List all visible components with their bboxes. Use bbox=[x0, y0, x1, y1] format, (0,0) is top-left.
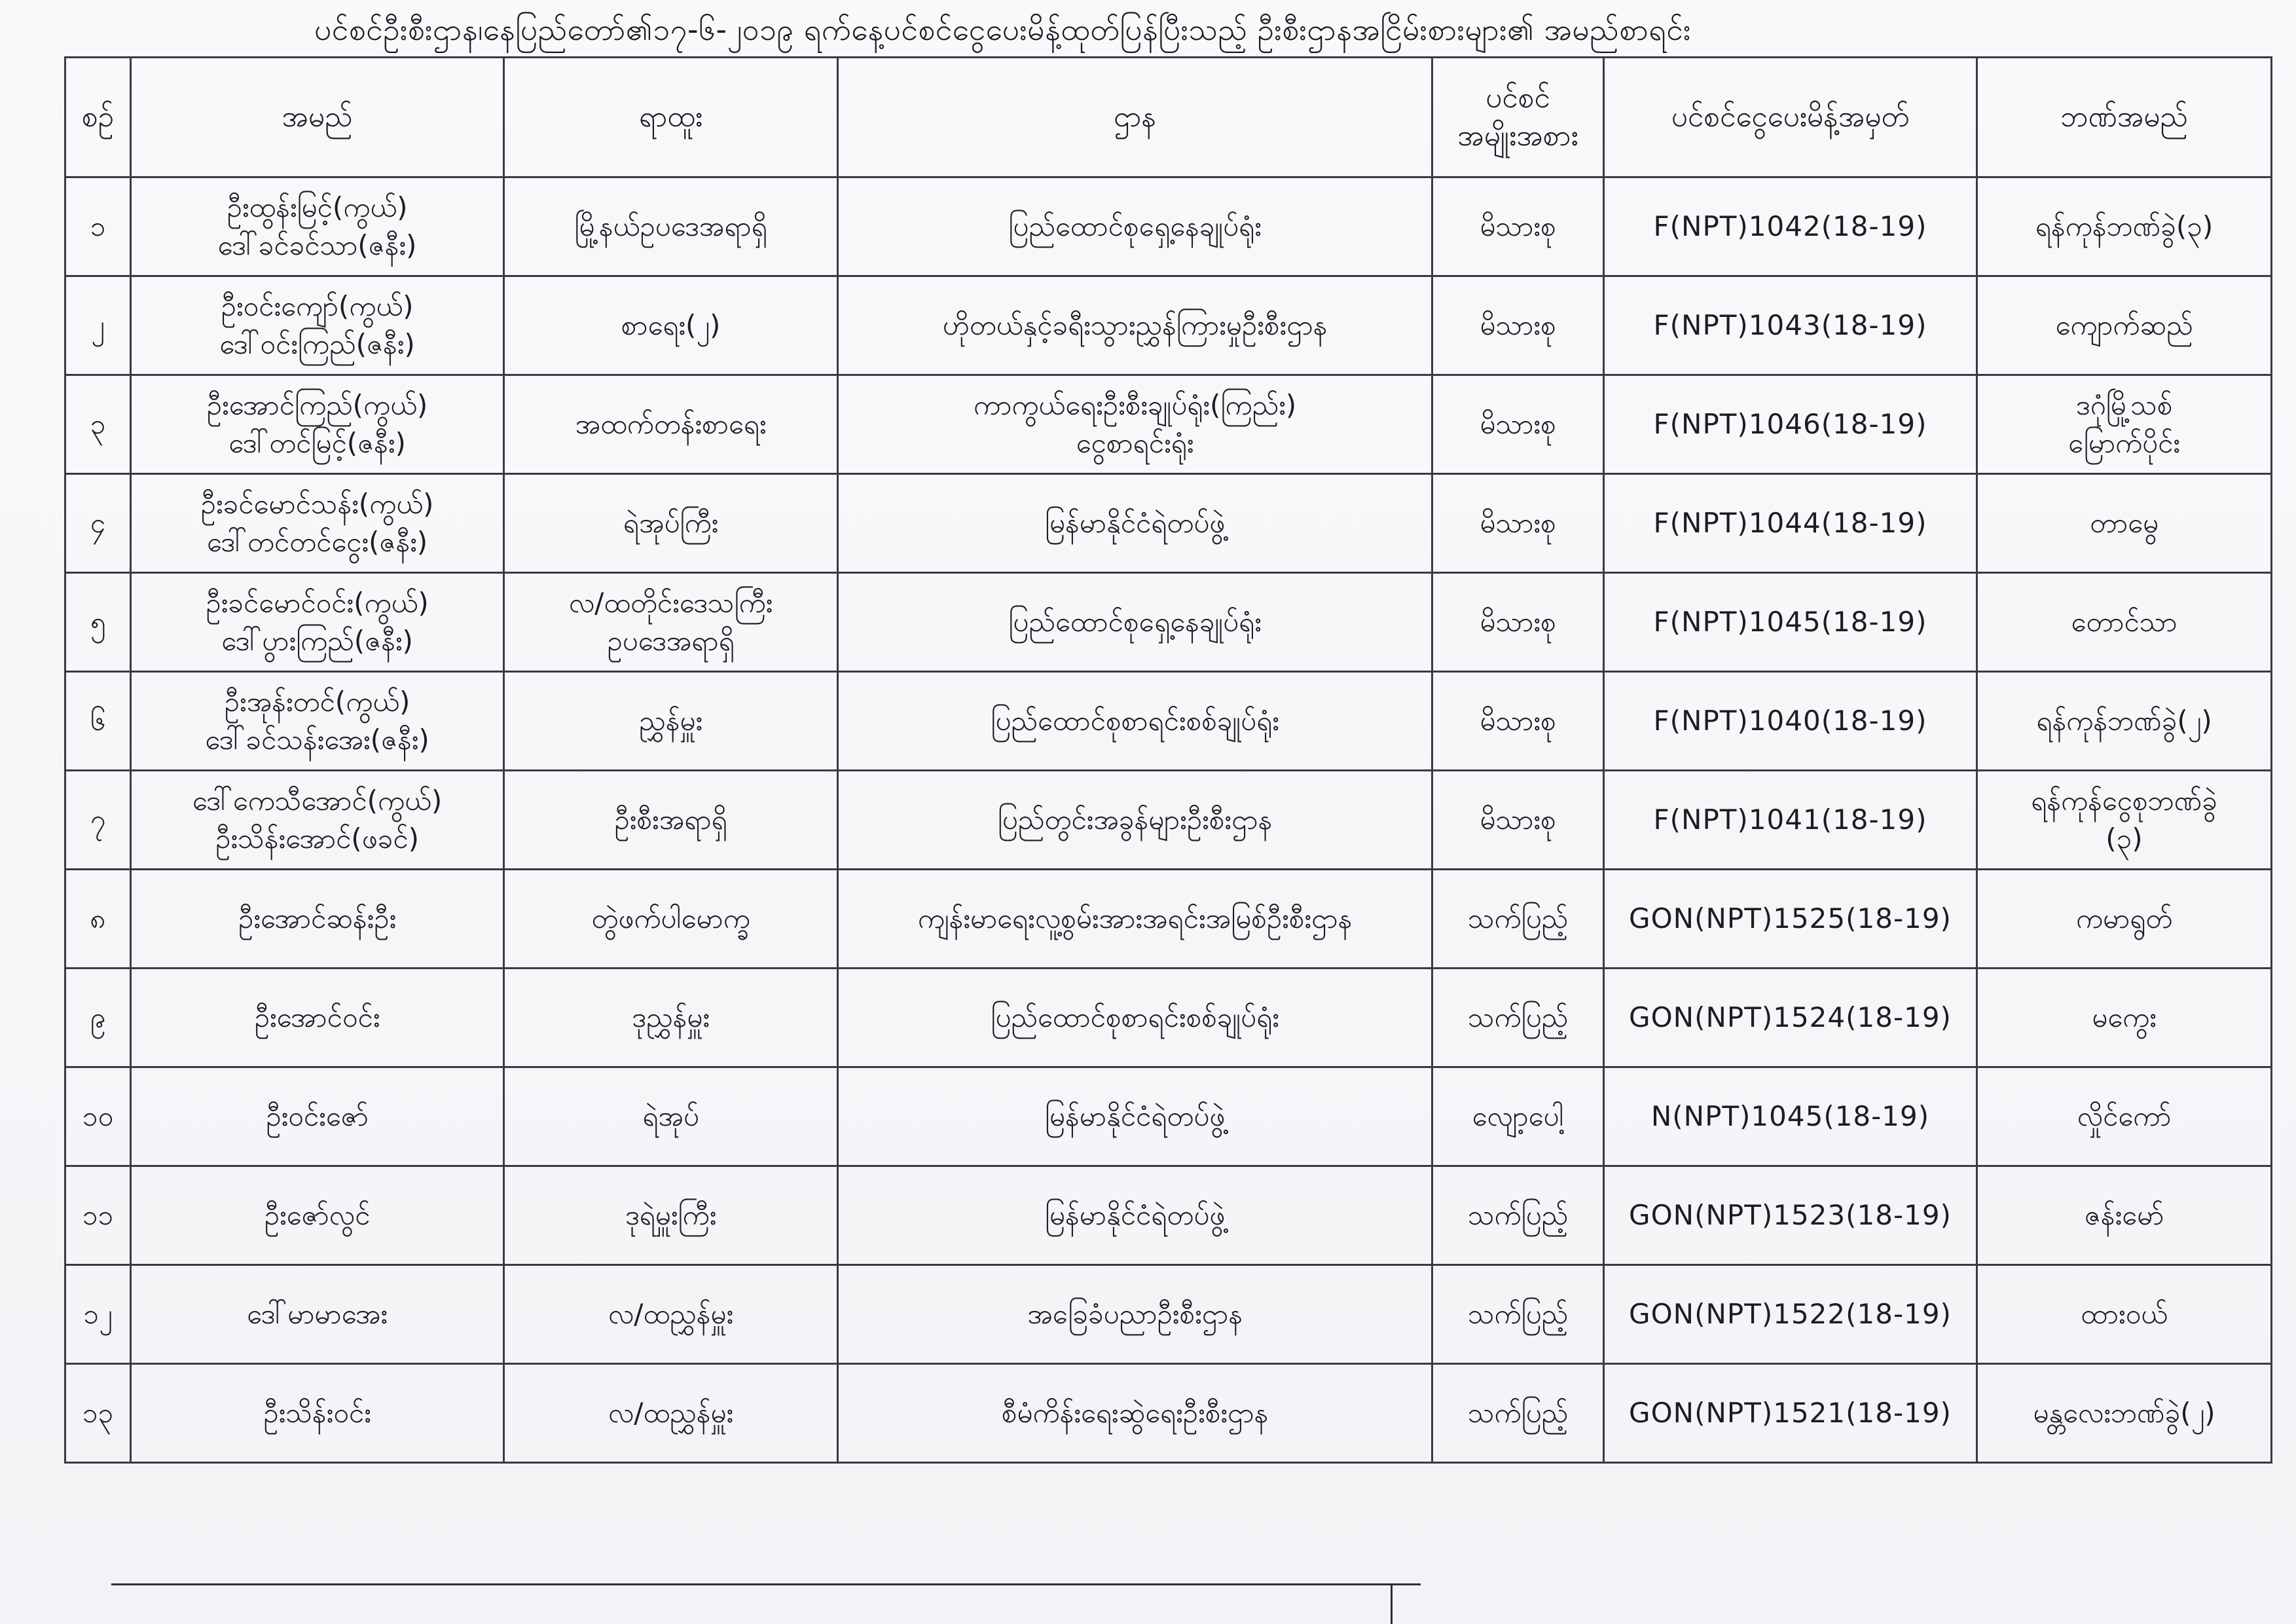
row-number-cell: ၁ bbox=[65, 177, 131, 276]
bank-line: ကမာရွတ် bbox=[2075, 902, 2173, 934]
name-line: ဒေါ်တင်မြင့်(ဇနီး) bbox=[228, 427, 406, 459]
pension-type-cell: မိသားစု bbox=[1432, 177, 1604, 276]
pension-type-cell: လျော့ပေါ့ bbox=[1432, 1067, 1604, 1166]
position-line: လ/ထတိုင်းဒေသကြီး bbox=[568, 587, 773, 619]
bank-cell bbox=[1977, 375, 2272, 474]
name-cell bbox=[131, 573, 504, 672]
bank-line: ဇန်းမော် bbox=[2084, 1199, 2164, 1231]
order-number-cell: F(NPT)1046(18-19) bbox=[1604, 375, 1977, 474]
name-line: ဦးဝင်းဇော် bbox=[266, 1100, 369, 1132]
pension-roster-table bbox=[64, 56, 2272, 1464]
name-line: ဦးသိန်းအောင်(ဖခင်) bbox=[215, 822, 419, 855]
order-number-cell: F(NPT)1043(18-19) bbox=[1604, 276, 1977, 375]
table-row bbox=[65, 1364, 2272, 1463]
header-no: စဉ် bbox=[65, 58, 131, 177]
pension-type-cell: မိသားစု bbox=[1432, 375, 1604, 474]
bank-line: ဒဂုံမြို့သစ် bbox=[2075, 389, 2173, 421]
position-cell bbox=[504, 375, 838, 474]
name-cell bbox=[131, 771, 504, 870]
table-row bbox=[65, 1166, 2272, 1265]
pension-type-cell: သက်ပြည့် bbox=[1432, 1265, 1604, 1364]
position-cell bbox=[504, 1265, 838, 1364]
position-line: ဒုရဲမှူးကြီး bbox=[625, 1199, 717, 1231]
row-number-cell: ၉ bbox=[65, 969, 131, 1067]
position-line: ရဲအုပ်ကြီး bbox=[623, 507, 719, 539]
header-pension-type-line-1: ပင်စင် bbox=[1485, 81, 1550, 115]
table-header-row bbox=[65, 58, 2272, 177]
table-row bbox=[65, 177, 2272, 276]
name-line: ဒေါ်ဝင်းကြည်(ဇနီး) bbox=[219, 328, 415, 360]
header-pension-type bbox=[1432, 58, 1604, 177]
page-bottom-tick bbox=[1391, 1583, 1393, 1624]
pension-type-cell: သက်ပြည့် bbox=[1432, 1166, 1604, 1265]
name-line: ဦးအောင်ကြည်(ကွယ်) bbox=[206, 389, 428, 421]
table-row bbox=[65, 672, 2272, 771]
bank-line: (၃) bbox=[2105, 822, 2143, 855]
bank-cell bbox=[1977, 672, 2272, 771]
name-cell bbox=[131, 474, 504, 573]
name-line: ဒေါ်မာမာအေး bbox=[247, 1298, 388, 1330]
department-cell bbox=[838, 870, 1432, 969]
department-line: ပြည်ထောင်စုရှေ့နေချုပ်ရုံး bbox=[1008, 606, 1262, 638]
page-bottom-rule bbox=[111, 1583, 1421, 1585]
order-number-cell: F(NPT)1041(18-19) bbox=[1604, 771, 1977, 870]
department-cell bbox=[838, 672, 1432, 771]
position-cell bbox=[504, 1364, 838, 1463]
name-line: ဦးအုန်းတင်(ကွယ်) bbox=[224, 686, 410, 718]
name-line: ဒေါ်တင်တင်ငွေး(ဇနီး) bbox=[206, 526, 428, 558]
bank-line: တာမွေ bbox=[2090, 507, 2159, 539]
position-line: ညွှန်မှူး bbox=[638, 705, 702, 737]
bank-line: ထားဝယ် bbox=[2081, 1298, 2168, 1330]
bank-line: ရန်ကုန်ဘဏ်ခွဲ(၃) bbox=[2035, 210, 2214, 242]
bank-line: မကွေး bbox=[2092, 1001, 2157, 1033]
bank-line: လှိုင်ကော် bbox=[2077, 1100, 2172, 1132]
department-line: ပြည်ထောင်စုစာရင်းစစ်ချုပ်ရုံး bbox=[991, 1001, 1279, 1033]
table-row bbox=[65, 771, 2272, 870]
pension-type-cell: မိသားစု bbox=[1432, 672, 1604, 771]
position-line: ရဲအုပ် bbox=[642, 1100, 699, 1132]
table-row bbox=[65, 1067, 2272, 1166]
document-title: ပင်စင်ဦးစီးဌာန၊နေပြည်တော်၏၁၇-၆-၂၀၁၉ ရက်နေ့ပင်စင်ငွေပေးမိန့်ထုတ်ပြန်ပြီးသည့် ဦးစီးဌာနအငြိမ်းစားများ၏ အမည်စာရင်း bbox=[314, 12, 1691, 47]
position-cell bbox=[504, 870, 838, 969]
order-number-cell: GON(NPT)1522(18-19) bbox=[1604, 1265, 1977, 1364]
department-line: ပြည်ထောင်စုရှေ့နေချုပ်ရုံး bbox=[1008, 210, 1262, 242]
header-position: ရာထူး bbox=[504, 58, 838, 177]
order-number-cell: F(NPT)1042(18-19) bbox=[1604, 177, 1977, 276]
department-line: ကာကွယ်ရေးဦးစီးချုပ်ရုံး(ကြည်း) bbox=[973, 389, 1297, 421]
pension-type-cell: မိသားစု bbox=[1432, 573, 1604, 672]
department-line: ငွေစာရင်းရုံး bbox=[1076, 427, 1194, 459]
department-line: အခြေခံပညာဦးစီးဌာန bbox=[1027, 1298, 1243, 1330]
row-number-cell: ၅ bbox=[65, 573, 131, 672]
table-body bbox=[65, 177, 2272, 1463]
pension-type-cell: သက်ပြည့် bbox=[1432, 1364, 1604, 1463]
name-line: ဦးဇော်လွင် bbox=[264, 1199, 371, 1231]
order-number-cell: F(NPT)1045(18-19) bbox=[1604, 573, 1977, 672]
name-cell bbox=[131, 1166, 504, 1265]
position-line: မြို့နယ်ဥပဒေအရာရှိ bbox=[574, 210, 767, 242]
department-cell bbox=[838, 969, 1432, 1067]
table-row bbox=[65, 1265, 2272, 1364]
name-line: ဦးဝင်းကျော်(ကွယ်) bbox=[221, 290, 414, 322]
table-row bbox=[65, 276, 2272, 375]
department-cell bbox=[838, 1166, 1432, 1265]
department-cell bbox=[838, 771, 1432, 870]
department-line: မြန်မာနိုင်ငံရဲတပ်ဖွဲ့ bbox=[1044, 1199, 1226, 1231]
position-line: တွဲဖက်ပါမောက္ခ bbox=[591, 902, 750, 934]
bank-cell bbox=[1977, 177, 2272, 276]
position-cell bbox=[504, 276, 838, 375]
bank-cell bbox=[1977, 969, 2272, 1067]
name-cell bbox=[131, 870, 504, 969]
position-line: ဦးစီးအရာရှိ bbox=[614, 803, 727, 836]
table-row bbox=[65, 573, 2272, 672]
bank-cell bbox=[1977, 276, 2272, 375]
header-department: ဌာန bbox=[838, 58, 1432, 177]
row-number-cell: ၈ bbox=[65, 870, 131, 969]
name-cell bbox=[131, 969, 504, 1067]
name-line: ဒေါ်ပွားကြည်(ဇနီး) bbox=[221, 625, 413, 657]
position-cell bbox=[504, 1166, 838, 1265]
pension-type-cell: မိသားစု bbox=[1432, 474, 1604, 573]
department-line: ပြည်တွင်းအခွန်များဦးစီးဌာန bbox=[997, 803, 1273, 836]
position-line: လ/ထညွှန်မှူး bbox=[608, 1397, 734, 1429]
department-cell bbox=[838, 1265, 1432, 1364]
department-cell bbox=[838, 375, 1432, 474]
name-cell bbox=[131, 1265, 504, 1364]
position-line: အထက်တန်းစာရေး bbox=[575, 408, 767, 440]
name-line: ဦးသိန်းဝင်း bbox=[263, 1397, 371, 1429]
department-line: မြန်မာနိုင်ငံရဲတပ်ဖွဲ့ bbox=[1044, 1100, 1226, 1132]
bank-cell bbox=[1977, 1166, 2272, 1265]
header-order-no: ပင်စင်ငွေပေးမိန့်အမှတ် bbox=[1604, 58, 1977, 177]
row-number-cell: ၁၃ bbox=[65, 1364, 131, 1463]
bank-cell bbox=[1977, 771, 2272, 870]
name-cell bbox=[131, 1364, 504, 1463]
position-line: ဒုညွှန်မှူး bbox=[632, 1001, 710, 1033]
department-cell bbox=[838, 1067, 1432, 1166]
pension-type-cell: သက်ပြည့် bbox=[1432, 969, 1604, 1067]
row-number-cell: ၁၂ bbox=[65, 1265, 131, 1364]
order-number-cell: GON(NPT)1525(18-19) bbox=[1604, 870, 1977, 969]
name-line: ဦးအောင်ဆန်းဦး bbox=[238, 902, 397, 934]
position-cell bbox=[504, 1067, 838, 1166]
row-number-cell: ၄ bbox=[65, 474, 131, 573]
name-cell bbox=[131, 276, 504, 375]
row-number-cell: ၂ bbox=[65, 276, 131, 375]
name-line: ဒေါ်ခင်သန်းအေး(ဇနီး) bbox=[205, 724, 429, 756]
bank-line: တောင်သာ bbox=[2071, 606, 2178, 638]
bank-line: ရန်ကုန်ဘဏ်ခွဲ(၂) bbox=[2036, 705, 2212, 737]
bank-cell bbox=[1977, 1364, 2272, 1463]
name-line: ဒေါ်ကေသီအောင်(ကွယ်) bbox=[192, 784, 443, 817]
header-bank: ဘဏ်အမည် bbox=[1977, 58, 2272, 177]
name-cell bbox=[131, 177, 504, 276]
table-row bbox=[65, 375, 2272, 474]
bank-line: ရန်ကုန်ငွေစုဘဏ်ခွဲ bbox=[2031, 784, 2217, 817]
name-cell bbox=[131, 375, 504, 474]
bank-cell bbox=[1977, 1265, 2272, 1364]
position-line: ဥပဒေအရာရှိ bbox=[607, 625, 735, 657]
department-line: မြန်မာနိုင်ငံရဲတပ်ဖွဲ့ bbox=[1044, 507, 1226, 539]
pension-type-cell: မိသားစု bbox=[1432, 276, 1604, 375]
bank-line: မြောက်ပိုင်း bbox=[2068, 427, 2180, 459]
table-row bbox=[65, 969, 2272, 1067]
position-cell bbox=[504, 969, 838, 1067]
department-cell bbox=[838, 1364, 1432, 1463]
name-cell bbox=[131, 672, 504, 771]
department-line: ပြည်ထောင်စုစာရင်းစစ်ချုပ်ရုံး bbox=[991, 705, 1279, 737]
bank-cell bbox=[1977, 474, 2272, 573]
position-cell bbox=[504, 771, 838, 870]
position-line: စာရေး(၂) bbox=[621, 309, 721, 341]
position-cell bbox=[504, 177, 838, 276]
position-line: လ/ထညွှန်မှူး bbox=[608, 1298, 734, 1330]
position-cell bbox=[504, 672, 838, 771]
order-number-cell: GON(NPT)1524(18-19) bbox=[1604, 969, 1977, 1067]
order-number-cell: F(NPT)1044(18-19) bbox=[1604, 474, 1977, 573]
order-number-cell: GON(NPT)1521(18-19) bbox=[1604, 1364, 1977, 1463]
table-row bbox=[65, 474, 2272, 573]
department-cell bbox=[838, 177, 1432, 276]
order-number-cell: N(NPT)1045(18-19) bbox=[1604, 1067, 1977, 1166]
department-cell bbox=[838, 276, 1432, 375]
bank-cell bbox=[1977, 573, 2272, 672]
header-pension-type-line-2: အမျိုးအစား bbox=[1457, 119, 1578, 153]
bank-line: ကျောက်ဆည် bbox=[2055, 309, 2193, 341]
name-line: ဦးခင်မောင်သန်း(ကွယ်) bbox=[200, 488, 434, 520]
bank-cell bbox=[1977, 1067, 2272, 1166]
order-number-cell: GON(NPT)1523(18-19) bbox=[1604, 1166, 1977, 1265]
header-name: အမည် bbox=[131, 58, 504, 177]
row-number-cell: ၁၀ bbox=[65, 1067, 131, 1166]
department-cell bbox=[838, 474, 1432, 573]
department-line: ကျန်းမာရေးလူ့စွမ်းအားအရင်းအမြစ်ဦးစီးဌာန bbox=[917, 902, 1353, 934]
pension-type-cell: မိသားစု bbox=[1432, 771, 1604, 870]
name-cell bbox=[131, 1067, 504, 1166]
department-cell bbox=[838, 573, 1432, 672]
bank-line: မန္တလေးဘဏ်ခွဲ(၂) bbox=[2033, 1397, 2215, 1429]
position-cell bbox=[504, 474, 838, 573]
bank-cell bbox=[1977, 870, 2272, 969]
name-line: ဒေါ်ခင်ခင်သာ(ဇနီး) bbox=[217, 229, 417, 261]
row-number-cell: ၁၁ bbox=[65, 1166, 131, 1265]
row-number-cell: ၆ bbox=[65, 672, 131, 771]
name-line: ဦးထွန်းမြင့်(ကွယ်) bbox=[227, 191, 408, 223]
department-line: စီမံကိန်းရေးဆွဲရေးဦးစီးဌာန bbox=[1001, 1397, 1269, 1429]
name-line: ဦးခင်မောင်ဝင်း(ကွယ်) bbox=[206, 587, 429, 619]
row-number-cell: ၃ bbox=[65, 375, 131, 474]
name-line: ဦးအောင်ဝင်း bbox=[254, 1001, 380, 1033]
table-row bbox=[65, 870, 2272, 969]
row-number-cell: ၇ bbox=[65, 771, 131, 870]
department-line: ဟိုတယ်နှင့်ခရီးသွားညွှန်ကြားမှုဦးစီးဌာန bbox=[942, 309, 1328, 341]
position-cell bbox=[504, 573, 838, 672]
order-number-cell: F(NPT)1040(18-19) bbox=[1604, 672, 1977, 771]
pension-type-cell: သက်ပြည့် bbox=[1432, 870, 1604, 969]
